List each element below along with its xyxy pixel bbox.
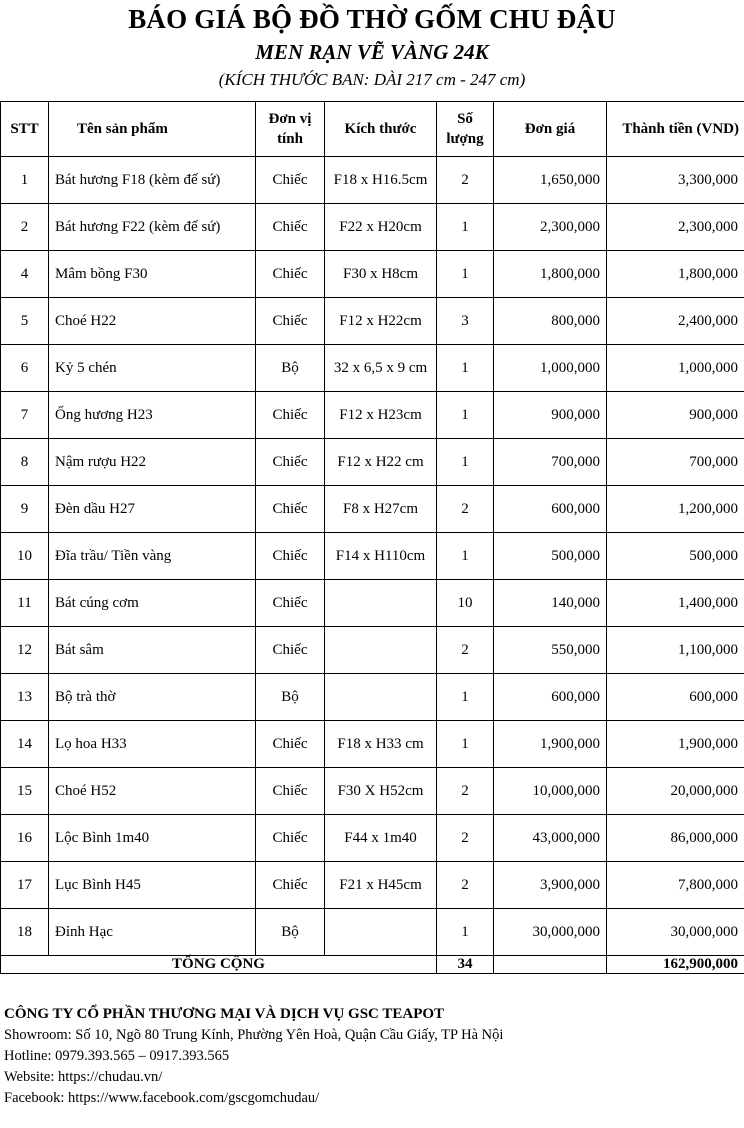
cell-unit-price: 10,000,000 — [494, 768, 607, 815]
cell-row-number: 15 — [1, 768, 49, 815]
cell-size: F14 x H110cm — [325, 533, 437, 580]
cell-unit: Chiếc — [256, 298, 325, 345]
cell-row-number: 8 — [1, 439, 49, 486]
cell-product-name: Bộ trà thờ — [49, 674, 256, 721]
cell-line-total: 1,200,000 — [607, 486, 744, 533]
showroom-address: Showroom: Số 10, Ngõ 80 Trung Kính, Phường Yên Hoà, Quận Cầu Giấy, TP Hà Nội — [4, 1027, 504, 1043]
table-row — [1, 298, 744, 345]
table-size-note: (KÍCH THƯỚC BAN: DÀI 217 cm - 247 cm) — [218, 70, 526, 89]
cell-line-total: 20,000,000 — [607, 768, 744, 815]
cell-product-name: Ống hương H23 — [49, 392, 256, 439]
cell-line-total: 500,000 — [607, 533, 744, 580]
cell-unit: Chiếc — [256, 251, 325, 298]
facebook-link[interactable]: Facebook: https://www.facebook.com/gscgomchudau/ — [4, 1090, 320, 1106]
cell-unit: Chiếc — [256, 157, 325, 204]
table-row — [1, 627, 744, 674]
hotline: Hotline: 0979.393.565 – 0917.393.565 — [4, 1048, 230, 1064]
cell-size: F18 x H33 cm — [325, 721, 437, 768]
total-quantity: 34 — [437, 956, 494, 974]
cell-quantity: 3 — [437, 298, 494, 345]
table-row — [1, 345, 744, 392]
cell-quantity: 2 — [437, 157, 494, 204]
cell-unit: Bộ — [256, 345, 325, 392]
cell-unit: Bộ — [256, 674, 325, 721]
cell-row-number: 17 — [1, 862, 49, 909]
cell-row-number: 5 — [1, 298, 49, 345]
total-label: TỔNG CỘNG — [1, 956, 437, 974]
cell-unit: Chiếc — [256, 815, 325, 862]
table-row — [1, 862, 744, 909]
cell-product-name: Đĩa trầu/ Tiền vàng — [49, 533, 256, 580]
cell-row-number: 6 — [1, 345, 49, 392]
table-row — [1, 392, 744, 439]
cell-line-total: 3,300,000 — [607, 157, 744, 204]
cell-product-name: Lộc Bình 1m40 — [49, 815, 256, 862]
cell-product-name: Bát hương F18 (kèm đế sứ) — [49, 157, 256, 204]
cell-size: F21 x H45cm — [325, 862, 437, 909]
cell-product-name: Bát cúng cơm — [49, 580, 256, 627]
cell-unit-price: 500,000 — [494, 533, 607, 580]
cell-size: F18 x H16.5cm — [325, 157, 437, 204]
company-name: CÔNG TY CỔ PHẦN THƯƠNG MẠI VÀ DỊCH VỤ GSC TEAPOT — [4, 1006, 445, 1022]
grand-total: 162,900,000 — [607, 956, 744, 974]
cell-size: F8 x H27cm — [325, 486, 437, 533]
price-quote-table — [0, 101, 744, 974]
header-stt: STT — [1, 102, 49, 157]
cell-unit-price: 800,000 — [494, 298, 607, 345]
cell-line-total: 900,000 — [607, 392, 744, 439]
cell-line-total: 7,800,000 — [607, 862, 744, 909]
table-header-row — [1, 102, 744, 157]
table-row — [1, 251, 744, 298]
cell-size: F30 X H52cm — [325, 768, 437, 815]
cell-product-name: Choé H22 — [49, 298, 256, 345]
document-title: BÁO GIÁ BỘ ĐỒ THỜ GỐM CHU ĐẬU — [128, 4, 616, 34]
cell-product-name: Bát hương F22 (kèm đế sứ) — [49, 204, 256, 251]
cell-size — [325, 909, 437, 956]
cell-line-total: 1,000,000 — [607, 345, 744, 392]
cell-unit-price: 550,000 — [494, 627, 607, 674]
cell-size — [325, 674, 437, 721]
table-body — [1, 157, 744, 956]
cell-row-number: 10 — [1, 533, 49, 580]
table-row — [1, 486, 744, 533]
cell-row-number: 11 — [1, 580, 49, 627]
cell-quantity: 1 — [437, 721, 494, 768]
cell-line-total: 1,400,000 — [607, 580, 744, 627]
header-unit: Đơn vị tính — [256, 102, 325, 157]
cell-row-number: 7 — [1, 392, 49, 439]
cell-line-total: 2,300,000 — [607, 204, 744, 251]
cell-size: F30 x H8cm — [325, 251, 437, 298]
document-subtitle: MEN RẠN VẼ VÀNG 24K — [255, 40, 489, 64]
cell-size: F12 x H22 cm — [325, 439, 437, 486]
table-row — [1, 580, 744, 627]
cell-unit-price: 2,300,000 — [494, 204, 607, 251]
cell-quantity: 1 — [437, 674, 494, 721]
table-row — [1, 721, 744, 768]
cell-line-total: 700,000 — [607, 439, 744, 486]
cell-product-name: Đèn dầu H27 — [49, 486, 256, 533]
cell-line-total: 1,100,000 — [607, 627, 744, 674]
cell-quantity: 1 — [437, 533, 494, 580]
cell-unit: Chiếc — [256, 392, 325, 439]
cell-product-name: Lục Bình H45 — [49, 862, 256, 909]
cell-row-number: 12 — [1, 627, 49, 674]
cell-unit: Chiếc — [256, 533, 325, 580]
website-link[interactable]: Website: https://chudau.vn/ — [4, 1069, 163, 1085]
cell-quantity: 2 — [437, 768, 494, 815]
cell-size: 32 x 6,5 x 9 cm — [325, 345, 437, 392]
cell-product-name: Bát sâm — [49, 627, 256, 674]
cell-size: F22 x H20cm — [325, 204, 437, 251]
cell-quantity: 2 — [437, 862, 494, 909]
cell-product-name: Nậm rượu H22 — [49, 439, 256, 486]
cell-unit-price: 1,000,000 — [494, 345, 607, 392]
cell-unit: Chiếc — [256, 721, 325, 768]
cell-unit-price: 1,800,000 — [494, 251, 607, 298]
cell-line-total: 1,800,000 — [607, 251, 744, 298]
total-price-empty — [494, 956, 607, 974]
cell-product-name: Lọ hoa H33 — [49, 721, 256, 768]
cell-size: F12 x H23cm — [325, 392, 437, 439]
cell-line-total: 1,900,000 — [607, 721, 744, 768]
cell-row-number: 9 — [1, 486, 49, 533]
cell-size — [325, 580, 437, 627]
cell-unit: Chiếc — [256, 486, 325, 533]
cell-row-number: 1 — [1, 157, 49, 204]
cell-unit-price: 600,000 — [494, 674, 607, 721]
cell-quantity: 1 — [437, 251, 494, 298]
cell-size — [325, 627, 437, 674]
cell-quantity: 2 — [437, 486, 494, 533]
table-row — [1, 768, 744, 815]
cell-size: F12 x H22cm — [325, 298, 437, 345]
cell-quantity: 2 — [437, 627, 494, 674]
cell-unit-price: 43,000,000 — [494, 815, 607, 862]
cell-unit: Chiếc — [256, 862, 325, 909]
cell-quantity: 1 — [437, 204, 494, 251]
header-line-total: Thành tiền (VND) — [607, 102, 744, 157]
cell-product-name: Kỷ 5 chén — [49, 345, 256, 392]
header-product-name: Tên sản phẩm — [49, 102, 256, 157]
cell-unit: Chiếc — [256, 768, 325, 815]
cell-quantity: 1 — [437, 345, 494, 392]
cell-unit-price: 140,000 — [494, 580, 607, 627]
table-row — [1, 439, 744, 486]
cell-product-name: Mâm bồng F30 — [49, 251, 256, 298]
cell-quantity: 10 — [437, 580, 494, 627]
cell-line-total: 2,400,000 — [607, 298, 744, 345]
cell-product-name: Choé H52 — [49, 768, 256, 815]
cell-line-total: 600,000 — [607, 674, 744, 721]
cell-unit: Chiếc — [256, 580, 325, 627]
cell-unit-price: 3,900,000 — [494, 862, 607, 909]
table-row — [1, 909, 744, 956]
cell-quantity: 1 — [437, 439, 494, 486]
cell-unit: Chiếc — [256, 204, 325, 251]
cell-row-number: 2 — [1, 204, 49, 251]
cell-row-number: 18 — [1, 909, 49, 956]
cell-product-name: Đỉnh Hạc — [49, 909, 256, 956]
company-footer — [4, 1004, 744, 1109]
cell-size: F44 x 1m40 — [325, 815, 437, 862]
cell-line-total: 86,000,000 — [607, 815, 744, 862]
total-row — [1, 956, 744, 974]
cell-unit: Chiếc — [256, 439, 325, 486]
cell-quantity: 2 — [437, 815, 494, 862]
header-quantity: Số lượng — [437, 102, 494, 157]
table-row — [1, 157, 744, 204]
cell-row-number: 16 — [1, 815, 49, 862]
cell-unit-price: 700,000 — [494, 439, 607, 486]
cell-unit-price: 30,000,000 — [494, 909, 607, 956]
table-row — [1, 674, 744, 721]
cell-row-number: 14 — [1, 721, 49, 768]
cell-quantity: 1 — [437, 392, 494, 439]
cell-row-number: 13 — [1, 674, 49, 721]
header-size: Kích thước — [325, 102, 437, 157]
cell-unit-price: 1,900,000 — [494, 721, 607, 768]
table-row — [1, 815, 744, 862]
header-unit-price: Đơn giá — [494, 102, 607, 157]
cell-quantity: 1 — [437, 909, 494, 956]
table-row — [1, 204, 744, 251]
cell-unit-price: 1,650,000 — [494, 157, 607, 204]
cell-unit-price: 900,000 — [494, 392, 607, 439]
cell-line-total: 30,000,000 — [607, 909, 744, 956]
cell-unit-price: 600,000 — [494, 486, 607, 533]
cell-unit: Bộ — [256, 909, 325, 956]
cell-unit: Chiếc — [256, 627, 325, 674]
table-row — [1, 533, 744, 580]
cell-row-number: 4 — [1, 251, 49, 298]
